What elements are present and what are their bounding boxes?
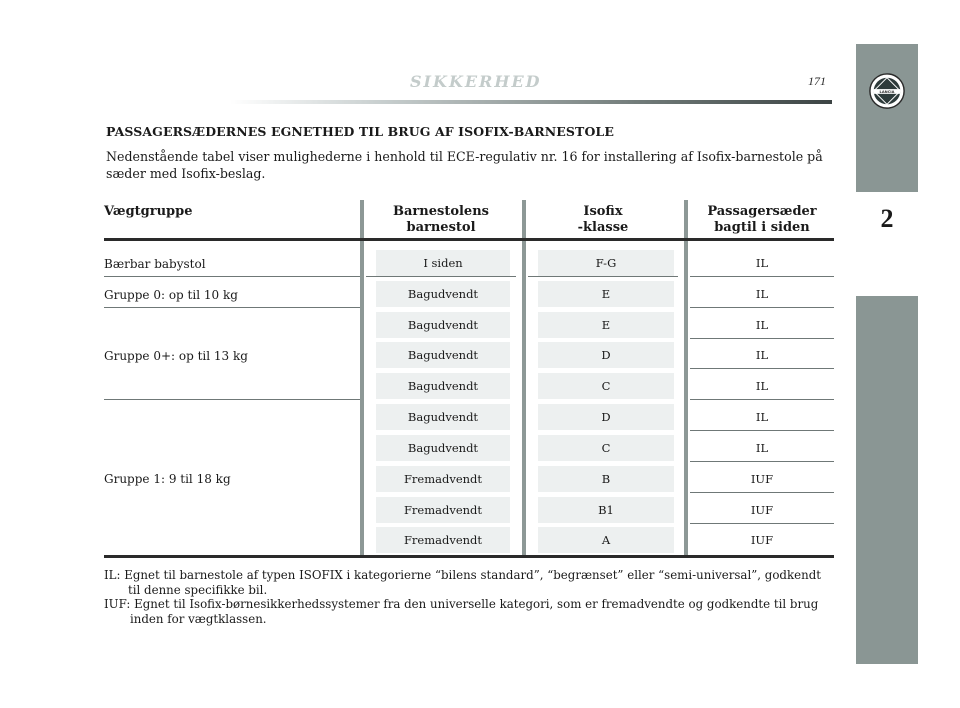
header-class-line2: -klasse [577,220,629,235]
row-divider [528,276,678,277]
row-divider [690,276,834,277]
row-divider [366,276,516,277]
seats-cell: IL [755,441,769,455]
footnote-iuf: IUF: Egnet til Isofix-børnesikkerhedssystemer fra den universelle kategori, som er fremadvendte og godkendte til brug inden for vægtklassen. [104,597,819,626]
group-divider [104,307,360,308]
row-divider [690,523,834,524]
orientation-cell: Fremadvendt [376,466,510,492]
header-weight-group: Vægtgruppe [104,204,193,219]
orientation-cell: Fremadvendt [376,527,510,553]
lancia-logo-icon [868,72,906,110]
seats-cell: IL [755,256,769,270]
orientation-cell: I siden [376,250,510,276]
seats-cell: IL [755,318,769,332]
header-seats-line1: Passagersæder [707,204,817,219]
row-divider [690,307,834,308]
class-cell: E [538,312,674,338]
header-orientation-line1: Barnestolens [393,204,489,219]
footnote-il: IL: Egnet til barnestole af typen ISOFIX i kategorierne “bilens standard”, “begrænset” eller “semi-universal”, godkendt til denne specifikke bil. [104,568,821,597]
header-passenger-seats [690,204,834,236]
page-heading: PASSAGERSÆDERNES EGNETHED TIL BRUG AF ISOFIX-BARNESTOLE [106,124,614,139]
seats-cell: IUF [750,503,774,517]
class-cell: C [538,435,674,461]
isofix-table [104,200,834,558]
row-divider [690,430,834,431]
class-cell: D [538,404,674,430]
seats-cell: IUF [750,472,774,486]
orientation-cell: Bagudvendt [376,373,510,399]
group-label: Gruppe 1: 9 til 18 kg [104,472,231,486]
footnotes [104,568,834,626]
header-seats-line2: bagtil i siden [714,220,810,235]
section-title: SIKKERHED [410,72,542,91]
header-isofix-class [528,204,678,236]
group-label: Gruppe 0: op til 10 kg [104,288,238,302]
page-number: 171 [808,74,826,88]
seats-cell: IL [755,379,769,393]
orientation-cell: Bagudvendt [376,281,510,307]
sidebar-bottom-band [856,296,918,664]
group-divider [104,276,360,277]
seats-cell: IUF [750,533,774,547]
class-cell: C [538,373,674,399]
header-bottom-rule [104,238,834,241]
orientation-cell: Bagudvendt [376,435,510,461]
group-divider [104,399,360,400]
row-divider [690,492,834,493]
header-orientation-line2: barnestol [406,220,476,235]
seats-cell: IL [755,287,769,301]
column-separator [684,200,688,558]
header-class-line1: Isofix [583,204,623,219]
group-label: Gruppe 0+: op til 13 kg [104,349,248,363]
seats-cell: IL [755,410,769,424]
seats-cell: IL [755,348,769,362]
orientation-cell: Bagudvendt [376,342,510,368]
row-divider [690,461,834,462]
intro-paragraph: Nedenstående tabel viser mulighederne i henhold til ECE-regulativ nr. 16 for installering af Isofix-barnestole på sæder med Isofix-beslag. [106,149,823,181]
header-rule [230,100,832,104]
column-separator [360,200,364,558]
sidebar-top-band [856,44,918,192]
class-cell: B [538,466,674,492]
row-divider [690,399,834,400]
class-cell: D [538,342,674,368]
orientation-cell: Bagudvendt [376,404,510,430]
header-orientation [366,204,516,236]
table-bottom-rule [104,555,834,558]
class-cell: B1 [538,497,674,523]
orientation-cell: Fremadvendt [376,497,510,523]
svg-text:LANCIA: LANCIA [879,89,895,94]
row-divider [690,368,834,369]
column-separator [522,200,526,558]
class-cell: E [538,281,674,307]
class-cell: A [538,527,674,553]
chapter-number: 2 [880,204,894,233]
orientation-cell: Bagudvendt [376,312,510,338]
row-divider [690,338,834,339]
group-label: Bærbar babystol [104,257,206,271]
chapter-sidebar [856,44,918,664]
class-cell: F-G [538,250,674,276]
